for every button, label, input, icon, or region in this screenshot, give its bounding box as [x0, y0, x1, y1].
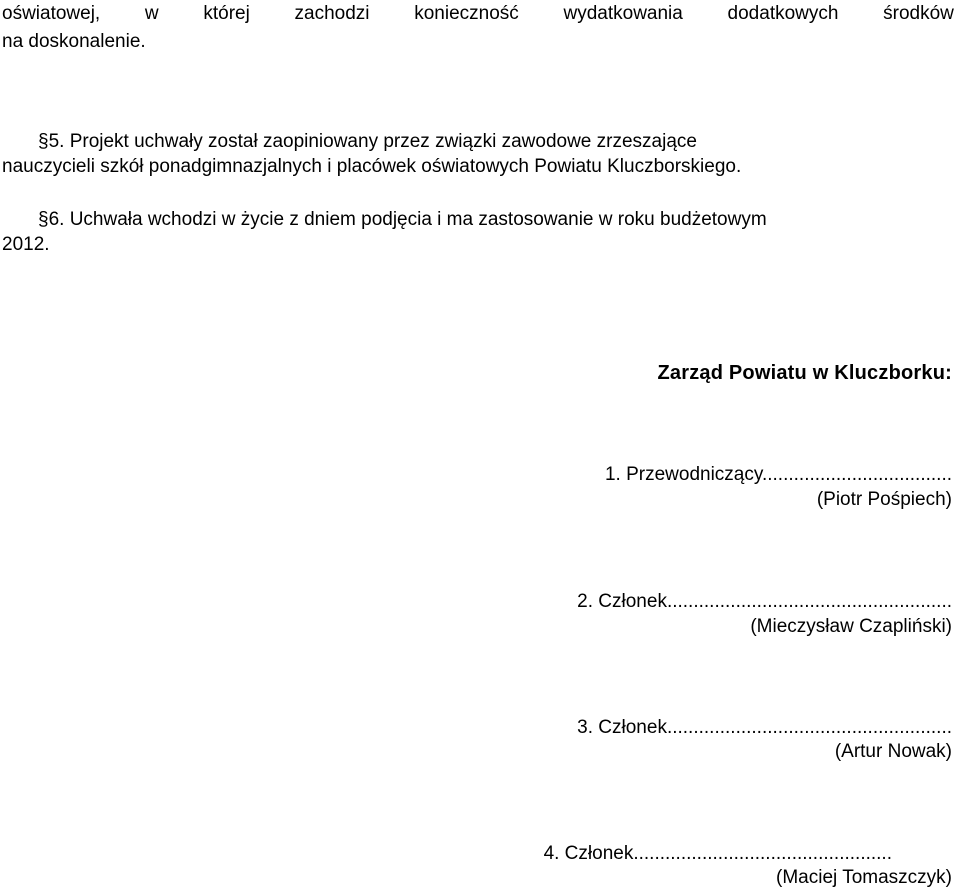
word: w [144, 3, 159, 24]
word: dodatkowych [727, 3, 839, 24]
signature-name-1: (Piotr Pośpiech) [816, 489, 952, 510]
word: której [203, 3, 250, 24]
signature-name-2: (Mieczysław Czapliński) [750, 616, 952, 637]
signature-name-3: (Artur Nowak) [834, 741, 952, 762]
signature-name-4: (Maciej Tomaszczyk) [776, 867, 952, 888]
word: konieczność [414, 3, 519, 24]
signature-role-1: 1. Przewodniczący.................................... [604, 464, 952, 485]
paragraph-top-line-2: na doskonalenie. [2, 31, 146, 52]
board-heading: Zarząd Powiatu w Kluczborku: [657, 362, 952, 384]
word: oświatowej, [2, 3, 101, 24]
section-6-line-2: 2012. [2, 234, 50, 255]
signature-role-3: 3. Członek...................................................... [577, 717, 952, 738]
section-6-line-1: §6. Uchwała wchodzi w życie z dniem podjęcia i ma zastosowanie w roku budżetowym [38, 209, 767, 230]
word: wydatkowania [563, 3, 683, 24]
signature-role-4: 4. Członek................................................. [543, 843, 892, 864]
word: zachodzi [294, 3, 370, 24]
paragraph-top-line-1 [2, 2, 954, 26]
word: środków [883, 3, 954, 24]
section-5-line-2: nauczycieli szkół ponadgimnazjalnych i placówek oświatowych Powiatu Kluczborskiego. [2, 156, 742, 177]
section-5-line-1: §5. Projekt uchwały został zaopiniowany przez związki zawodowe zrzeszające [38, 131, 697, 152]
signature-role-2: 2. Członek...................................................... [577, 591, 952, 612]
